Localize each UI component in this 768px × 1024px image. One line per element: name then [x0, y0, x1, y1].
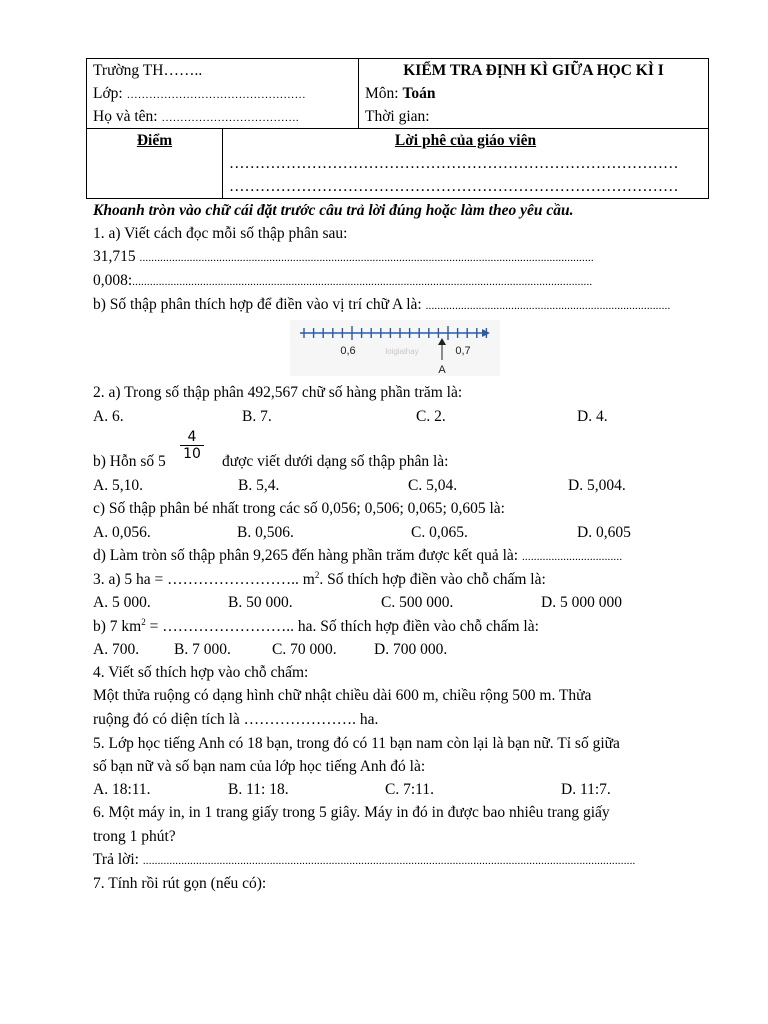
comment-line-2: …………………………………………………………………………… — [229, 178, 679, 195]
q2-a-option-a[interactable]: A. 6. — [93, 408, 124, 425]
q2-b-option-b[interactable]: B. 5,4. — [238, 477, 280, 494]
q2-c-option-a[interactable]: A. 0,056. — [93, 524, 151, 541]
q2-b: b) Hỗn số 5 — [93, 453, 166, 470]
q1-b: b) Số thập phân thích hợp để điền vào vị trí chữ A là: ................................................................................... — [93, 296, 671, 313]
q3-a: 3. a) 5 ha = …………………….. $m^2$. Số thích hợp điền vào chỗ chấm là: — [93, 570, 546, 588]
fraction — [180, 429, 204, 463]
q2-b-rest: được viết dưới dạng số thập phân là: — [222, 453, 449, 470]
comment-label: Lời phê của giáo viên — [394, 132, 537, 149]
label-left: 0,6 — [340, 345, 356, 357]
class-field: Lớp: ………………………………………… — [93, 85, 306, 102]
comment-line-1: …………………………………………………………………………… — [229, 155, 679, 172]
q2-c: c) Số thập phân bé nhất trong các số 0,056; 0,506; 0,065; 0,605 là: — [93, 500, 505, 517]
q2-b-option-c[interactable]: C. 5,04. — [408, 477, 458, 494]
q2-d: d) Làm tròn số thập phân 9,265 đến hàng phần trăm được kết quả là: .................................. — [93, 547, 623, 564]
exam-title: KIỂM TRA ĐỊNH KÌ GIỮA HỌC KÌ I — [403, 62, 664, 79]
q5-option-d[interactable]: D. 11:7. — [561, 781, 611, 798]
q1-a: 1. a) Viết cách đọc mỗi số thập phân sau: — [93, 225, 348, 242]
q4-title: 4. Viết số thích hợp vào chỗ chấm: — [93, 664, 309, 681]
q2-c-option-c[interactable]: C. 0,065. — [411, 524, 468, 541]
q2-b-option-a[interactable]: A. 5,10. — [93, 477, 143, 494]
name-field: Họ và tên: ………………………………. — [93, 108, 299, 125]
comment-cell — [223, 129, 709, 199]
q2-c-option-d[interactable]: D. 0,605 — [577, 524, 631, 541]
q4-line-1: Một thửa ruộng có dạng hình chữ nhật chiều dài 600 m, chiều rộng 500 m. Thửa — [93, 687, 592, 704]
q6-line-2: trong 1 phút? — [93, 828, 176, 845]
q3-b: b) 7 $km^2$ = …………………….. ha. Số thích hợp điền vào chỗ chấm là: — [93, 617, 539, 635]
q3-b-option-b[interactable]: B. 7 000. — [174, 641, 231, 658]
q3-a-option-c[interactable]: C. 500 000. — [381, 594, 454, 611]
fraction-numerator: 4 — [187, 429, 197, 445]
subject-field: Môn: Toán — [365, 85, 436, 102]
q5-line-1: 5. Lớp học tiếng Anh có 18 bạn, trong đó có 11 bạn nam còn lại là bạn nữ. Tỉ số giữa — [93, 735, 620, 752]
q5-option-b[interactable]: B. 11: 18. — [228, 781, 289, 798]
q6-line-1: 6. Một máy in, in 1 trang giấy trong 5 giây. Máy in đó in được bao nhiêu trang giấy — [93, 804, 610, 821]
q3-b-option-a[interactable]: A. 700. — [93, 641, 140, 658]
q5-line-2: số bạn nữ và số bạn nam của lớp học tiếng Anh đó là: — [93, 758, 426, 775]
q2-a-option-d[interactable]: D. 4. — [577, 408, 608, 425]
q3-a-option-d[interactable]: D. 5 000 000 — [541, 594, 622, 611]
fraction-denominator: 10 — [180, 445, 204, 463]
q2-a: 2. a) Trong số thập phân 492,567 chữ số hàng phần trăm là: — [93, 384, 463, 401]
q5-option-a[interactable]: A. 18:11. — [93, 781, 151, 798]
score-cell — [87, 129, 223, 199]
score-label: Điểm — [136, 132, 173, 149]
q7-title: 7. Tính rồi rút gọn (nếu có): — [93, 875, 267, 892]
q1-number-1: 31,715 .......................................................................................................................................................... — [93, 248, 594, 265]
school-field: Trường TH…….. — [93, 62, 203, 79]
q3-a-option-b[interactable]: B. 50 000. — [228, 594, 293, 611]
number-line-figure — [290, 320, 500, 376]
q6-answer: Trả lời: ....................................................................................................................................................................... — [93, 851, 636, 868]
q2-b-option-d[interactable]: D. 5,004. — [568, 477, 626, 494]
q2-c-option-b[interactable]: B. 0,506. — [237, 524, 294, 541]
q3-a-option-a[interactable]: A. 5 000. — [93, 594, 151, 611]
q1-number-2: 0,008:............................................................................................................................................................ — [93, 272, 593, 289]
q4-line-2: ruộng đó có diện tích là …………………. ha. — [93, 711, 379, 728]
q5-option-c[interactable]: C. 7:11. — [385, 781, 434, 798]
watermark-text: loigiaihay — [385, 347, 419, 356]
label-point-a: A — [438, 364, 446, 376]
student-info-cell — [87, 59, 359, 129]
q2-a-option-b[interactable]: B. 7. — [242, 408, 272, 425]
label-right: 0,7 — [455, 345, 471, 357]
q3-b-option-c[interactable]: C. 70 000. — [272, 641, 337, 658]
time-field: Thời gian: — [365, 108, 430, 125]
instruction: Khoanh tròn vào chữ cái đặt trước câu trả lời đúng hoặc làm theo yêu cầu. — [93, 202, 574, 219]
q2-a-option-c[interactable]: C. 2. — [416, 408, 446, 425]
header-table — [86, 58, 709, 199]
q3-b-option-d[interactable]: D. 700 000. — [374, 641, 448, 658]
exam-info-cell — [359, 59, 709, 129]
